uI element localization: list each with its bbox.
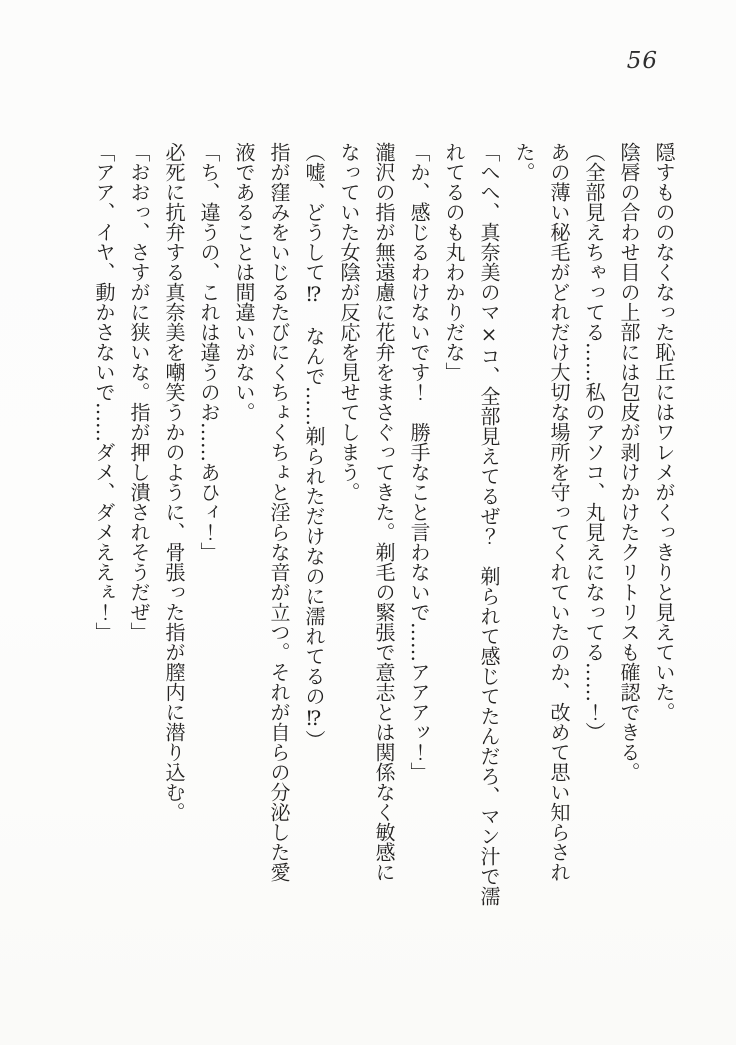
text-column: 瀧沢の指が無遠慮に花弁をまさぐってきた。剃毛の緊張で意志とは関係なく敏感に bbox=[372, 142, 396, 882]
text-column: 「アア、イヤ、動かさないで……ダメ、ダメええぇ！」 bbox=[92, 142, 116, 642]
text-column: 液であることは間違いがない。 bbox=[232, 142, 256, 422]
text-column: 指が窪みをいじるたびにくちょくちょと淫らな音が立つ。それが自らの分泌した愛 bbox=[267, 142, 291, 882]
text-column: 「か、感じるわけないです！ 勝手なこと言わないで……アアアッ！」 bbox=[407, 142, 431, 782]
text-column: （嘘、どうして⁉ なんで……剃られただけなのに濡れてるの⁉） bbox=[302, 142, 326, 750]
page-number: 56 bbox=[626, 48, 658, 74]
text-column: 「ち、違うの、これは違うのお……あひィ！」 bbox=[197, 142, 221, 562]
text-column: 陰唇の合わせ目の上部には包皮が剥けかけたクリトリスも確認できる。 bbox=[617, 142, 641, 782]
text-column: れてるのも丸わかりだな」 bbox=[442, 142, 466, 382]
text-column: あの薄い秘毛がどれだけ大切な場所を守ってくれていたのか、改めて思い知らされ bbox=[547, 142, 571, 882]
vertical-text-block bbox=[86, 142, 681, 950]
text-column: （全部見えちゃってる……私のアソコ、丸見えになってる……！） bbox=[582, 142, 606, 742]
text-column: 隠すもののなくなった恥丘にはワレメがくっきりと見えていた。 bbox=[652, 142, 676, 722]
text-column: た。 bbox=[512, 142, 536, 182]
text-column: 「おおっ、さすがに狭いな。指が押し潰されそうだぜ」 bbox=[127, 142, 151, 642]
text-column: 必死に抗弁する真奈美を嘲笑うかのように、骨張った指が膣内に潜り込む。 bbox=[162, 142, 186, 822]
text-column: なっていた女陰が反応を見せてしまう。 bbox=[337, 142, 361, 502]
text-column: 「へへ、真奈美のマ×コ、全部見えてるぜ？ 剃られて感じてたんだろ、マン汁で濡 bbox=[477, 142, 501, 906]
